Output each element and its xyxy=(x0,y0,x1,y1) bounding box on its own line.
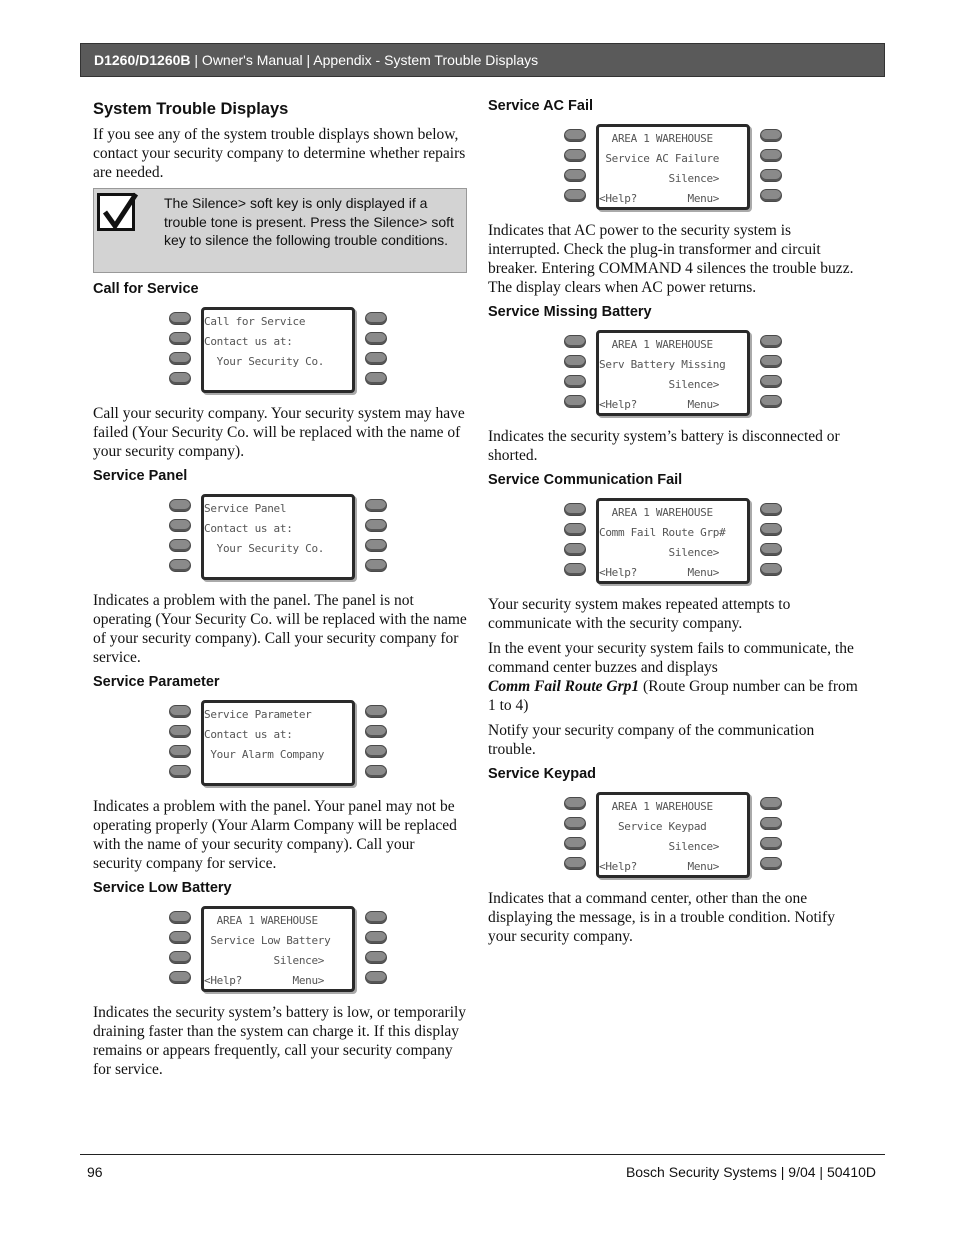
keypad-softkey-right-4 xyxy=(365,372,387,385)
trouble-section xyxy=(93,467,467,667)
right-column xyxy=(488,97,860,952)
keypad-softkey-right-3 xyxy=(365,539,387,552)
section-description: Indicates a problem with the panel. Your panel may not be operating properly (Your Alarm Company will be replaced with the name of your security company). Call your security company for service. xyxy=(93,798,457,872)
lcd-line-3: Silence> xyxy=(599,378,720,391)
keypad-softkey-left-3 xyxy=(169,539,191,552)
keypad-softkey-right-1 xyxy=(365,499,387,512)
keypad-softkey-right-3 xyxy=(760,375,782,388)
trouble-section xyxy=(488,765,860,946)
keypad-softkey-right-1 xyxy=(760,335,782,348)
keypad-softkey-right-3 xyxy=(365,352,387,365)
note-box xyxy=(93,188,467,273)
lcd-screen xyxy=(201,906,355,992)
keypad-softkey-left-1 xyxy=(564,503,586,516)
lcd-line-1: AREA 1 WAREHOUSE xyxy=(599,800,713,813)
section-heading: Service Missing Battery xyxy=(488,304,652,320)
keypad-softkey-left-1 xyxy=(169,312,191,325)
keypad-softkey-left-2 xyxy=(169,332,191,345)
lcd-line-3: Your Alarm Company xyxy=(204,748,325,761)
keypad-softkey-right-1 xyxy=(365,911,387,924)
keypad-softkey-left-3 xyxy=(564,169,586,182)
lcd-line-1: AREA 1 WAREHOUSE xyxy=(599,132,713,145)
keypad-softkey-right-4 xyxy=(760,563,782,576)
keypad-softkey-right-2 xyxy=(760,817,782,830)
section-description: Indicates the security system’s battery is low, or temporarily draining faster than the system can charge it. If this display remains or appears frequently, call your security company for service. xyxy=(93,1004,467,1078)
keypad-softkey-right-3 xyxy=(760,169,782,182)
lcd-screen xyxy=(596,498,750,584)
keypad-softkey-right-3 xyxy=(365,951,387,964)
keypad-softkey-left-2 xyxy=(564,355,586,368)
keypad-softkey-right-4 xyxy=(365,559,387,572)
keypad-softkey-right-4 xyxy=(365,765,387,778)
section-heading: Service Parameter xyxy=(93,674,220,690)
trouble-section xyxy=(93,673,467,873)
lcd-line-4: <Help? Menu> xyxy=(204,974,325,987)
lcd-line-3: Silence> xyxy=(599,840,720,853)
page-header xyxy=(80,43,885,77)
footer-rule xyxy=(80,1154,885,1155)
lcd-line-4 xyxy=(204,374,352,390)
keypad-softkey-left-2 xyxy=(169,519,191,532)
keypad-display xyxy=(169,697,389,789)
page-number: 96 xyxy=(87,1164,103,1180)
keypad-softkey-right-4 xyxy=(365,971,387,984)
keypad-softkey-left-1 xyxy=(169,499,191,512)
keypad-softkey-right-4 xyxy=(760,395,782,408)
lcd-line-2: Service Low Battery xyxy=(204,934,331,947)
keypad-softkey-right-1 xyxy=(365,705,387,718)
keypad-softkey-right-4 xyxy=(760,189,782,202)
section-description: Your security system makes repeated attempts to communicate with the security company. xyxy=(488,596,791,632)
keypad-softkey-right-2 xyxy=(760,355,782,368)
lcd-line-2: Contact us at: xyxy=(204,728,293,741)
lcd-line-1: Call for Service xyxy=(204,315,306,328)
lcd-line-1: Service Panel xyxy=(204,502,287,515)
keypad-softkey-left-1 xyxy=(564,797,586,810)
keypad-display xyxy=(564,789,784,881)
lcd-line-3: Your Security Co. xyxy=(204,542,325,555)
keypad-softkey-left-4 xyxy=(169,372,191,385)
section-heading: Service Low Battery xyxy=(93,880,232,896)
lcd-line-2: Contact us at: xyxy=(204,522,293,535)
lcd-line-2: Contact us at: xyxy=(204,335,293,348)
keypad-display xyxy=(169,903,389,995)
keypad-softkey-left-1 xyxy=(564,335,586,348)
keypad-softkey-left-2 xyxy=(564,523,586,536)
keypad-softkey-right-2 xyxy=(365,519,387,532)
keypad-softkey-left-3 xyxy=(564,543,586,556)
lcd-screen xyxy=(201,494,355,580)
lcd-screen xyxy=(201,307,355,393)
comm-fail-message: Comm Fail Route Grp1 xyxy=(488,678,640,695)
keypad-softkey-left-3 xyxy=(169,951,191,964)
keypad-softkey-left-4 xyxy=(564,189,586,202)
keypad-softkey-left-1 xyxy=(564,129,586,142)
footer-publisher: Bosch Security Systems | 9/04 | 50410D xyxy=(625,1164,876,1180)
keypad-softkey-left-3 xyxy=(564,837,586,850)
lcd-line-2: Serv Battery Missing xyxy=(599,358,726,371)
lcd-line-4: <Help? Menu> xyxy=(599,860,720,873)
section-description: Indicates the security system’s battery is disconnected or shorted. xyxy=(488,428,840,464)
keypad-softkey-left-2 xyxy=(564,149,586,162)
keypad-softkey-left-2 xyxy=(169,725,191,738)
lcd-line-1: Service Parameter xyxy=(204,708,312,721)
lcd-line-2: Service AC Failure xyxy=(599,152,720,165)
keypad-display xyxy=(564,121,784,213)
keypad-softkey-left-4 xyxy=(169,971,191,984)
keypad-softkey-left-4 xyxy=(564,857,586,870)
keypad-softkey-left-4 xyxy=(564,563,586,576)
lcd-line-4: <Help? Menu> xyxy=(599,398,720,411)
left-column xyxy=(93,97,467,1085)
keypad-softkey-left-4 xyxy=(564,395,586,408)
section-description: Indicates that AC power to the security system is interrupted. Check the plug-in transformer and circuit breaker. Entering COMMAND 4 silences the trouble buzz. The display clears when AC power returns. xyxy=(488,222,854,296)
keypad-softkey-right-3 xyxy=(365,745,387,758)
keypad-softkey-left-2 xyxy=(169,931,191,944)
header-model: D1260/D1260B xyxy=(94,52,191,68)
keypad-display xyxy=(169,304,389,396)
lcd-screen xyxy=(201,700,355,786)
keypad-softkey-left-3 xyxy=(564,375,586,388)
lcd-line-4 xyxy=(204,561,352,577)
keypad-softkey-left-4 xyxy=(169,765,191,778)
keypad-softkey-left-3 xyxy=(169,745,191,758)
keypad-softkey-right-2 xyxy=(365,931,387,944)
section-heading: Service Communication Fail xyxy=(488,472,683,488)
section-heading: Service AC Fail xyxy=(488,98,594,114)
lcd-line-3: Your Security Co. xyxy=(204,355,325,368)
keypad-display xyxy=(564,495,784,587)
keypad-softkey-right-2 xyxy=(365,725,387,738)
lcd-line-4: <Help? Menu> xyxy=(599,566,720,579)
keypad-softkey-right-1 xyxy=(760,797,782,810)
trouble-section xyxy=(93,280,467,461)
intro-paragraph: If you see any of the system trouble displays shown below, contact your security company to determine whether repairs are needed. xyxy=(93,126,466,181)
keypad-softkey-right-2 xyxy=(760,149,782,162)
section-description: Indicates a problem with the panel. The panel is not operating (Your Security Co. will be replaced with the name of your security company). Call your security company for service. xyxy=(93,592,467,666)
comm-extra-notify: Notify your security company of the communication trouble. xyxy=(488,722,815,758)
keypad-softkey-right-1 xyxy=(760,503,782,516)
keypad-softkey-right-4 xyxy=(760,857,782,870)
section-description: Call your security company. Your security system may have failed (Your Security Co. will be replaced with the name of your security company). xyxy=(93,405,465,460)
keypad-softkey-left-3 xyxy=(169,352,191,365)
lcd-line-4: <Help? Menu> xyxy=(599,192,720,205)
keypad-softkey-right-1 xyxy=(365,312,387,325)
keypad-softkey-right-3 xyxy=(760,543,782,556)
lcd-line-3: Silence> xyxy=(599,172,720,185)
keypad-softkey-left-2 xyxy=(564,817,586,830)
comm-extra-paragraph: In the event your security system fails to communicate, the command center buzzes and displays Comm Fail Route Grp1 (Route Group number can be from 1 to 4) xyxy=(488,640,858,714)
lcd-line-3: Silence> xyxy=(599,546,720,559)
trouble-section xyxy=(488,303,860,465)
section-heading: Service Panel xyxy=(93,468,188,484)
lcd-line-3: Silence> xyxy=(204,954,325,967)
keypad-softkey-left-1 xyxy=(169,705,191,718)
trouble-section xyxy=(488,471,860,633)
lcd-screen xyxy=(596,792,750,878)
lcd-line-4 xyxy=(204,767,352,783)
note-text: The Silence> soft key is only displayed if a trouble tone is present. Press the Silence> soft key to silence the following trouble conditions. xyxy=(164,195,454,248)
page-title: System Trouble Displays xyxy=(93,100,289,118)
section-description: Indicates that a command center, other than the one displaying the message, is in a trouble condition. Notify your security company. xyxy=(488,890,835,945)
lcd-screen xyxy=(596,330,750,416)
keypad-display xyxy=(169,491,389,583)
trouble-section xyxy=(488,97,860,297)
keypad-softkey-right-1 xyxy=(760,129,782,142)
header-text: | Owner's Manual | Appendix - System Trouble Displays xyxy=(190,52,539,68)
lcd-line-2: Comm Fail Route Grp# xyxy=(599,526,726,539)
section-heading: Call for Service xyxy=(93,281,199,297)
keypad-softkey-right-3 xyxy=(760,837,782,850)
trouble-section xyxy=(93,879,467,1079)
lcd-line-1: AREA 1 WAREHOUSE xyxy=(204,914,318,927)
lcd-line-2: Service Keypad xyxy=(599,820,707,833)
keypad-softkey-right-2 xyxy=(760,523,782,536)
lcd-screen xyxy=(596,124,750,210)
keypad-softkey-left-1 xyxy=(169,911,191,924)
lcd-line-1: AREA 1 WAREHOUSE xyxy=(599,506,713,519)
keypad-softkey-right-2 xyxy=(365,332,387,345)
section-heading: Service Keypad xyxy=(488,766,597,782)
checkmark-icon xyxy=(97,193,135,231)
lcd-line-1: AREA 1 WAREHOUSE xyxy=(599,338,713,351)
keypad-softkey-left-4 xyxy=(169,559,191,572)
keypad-display xyxy=(564,327,784,419)
